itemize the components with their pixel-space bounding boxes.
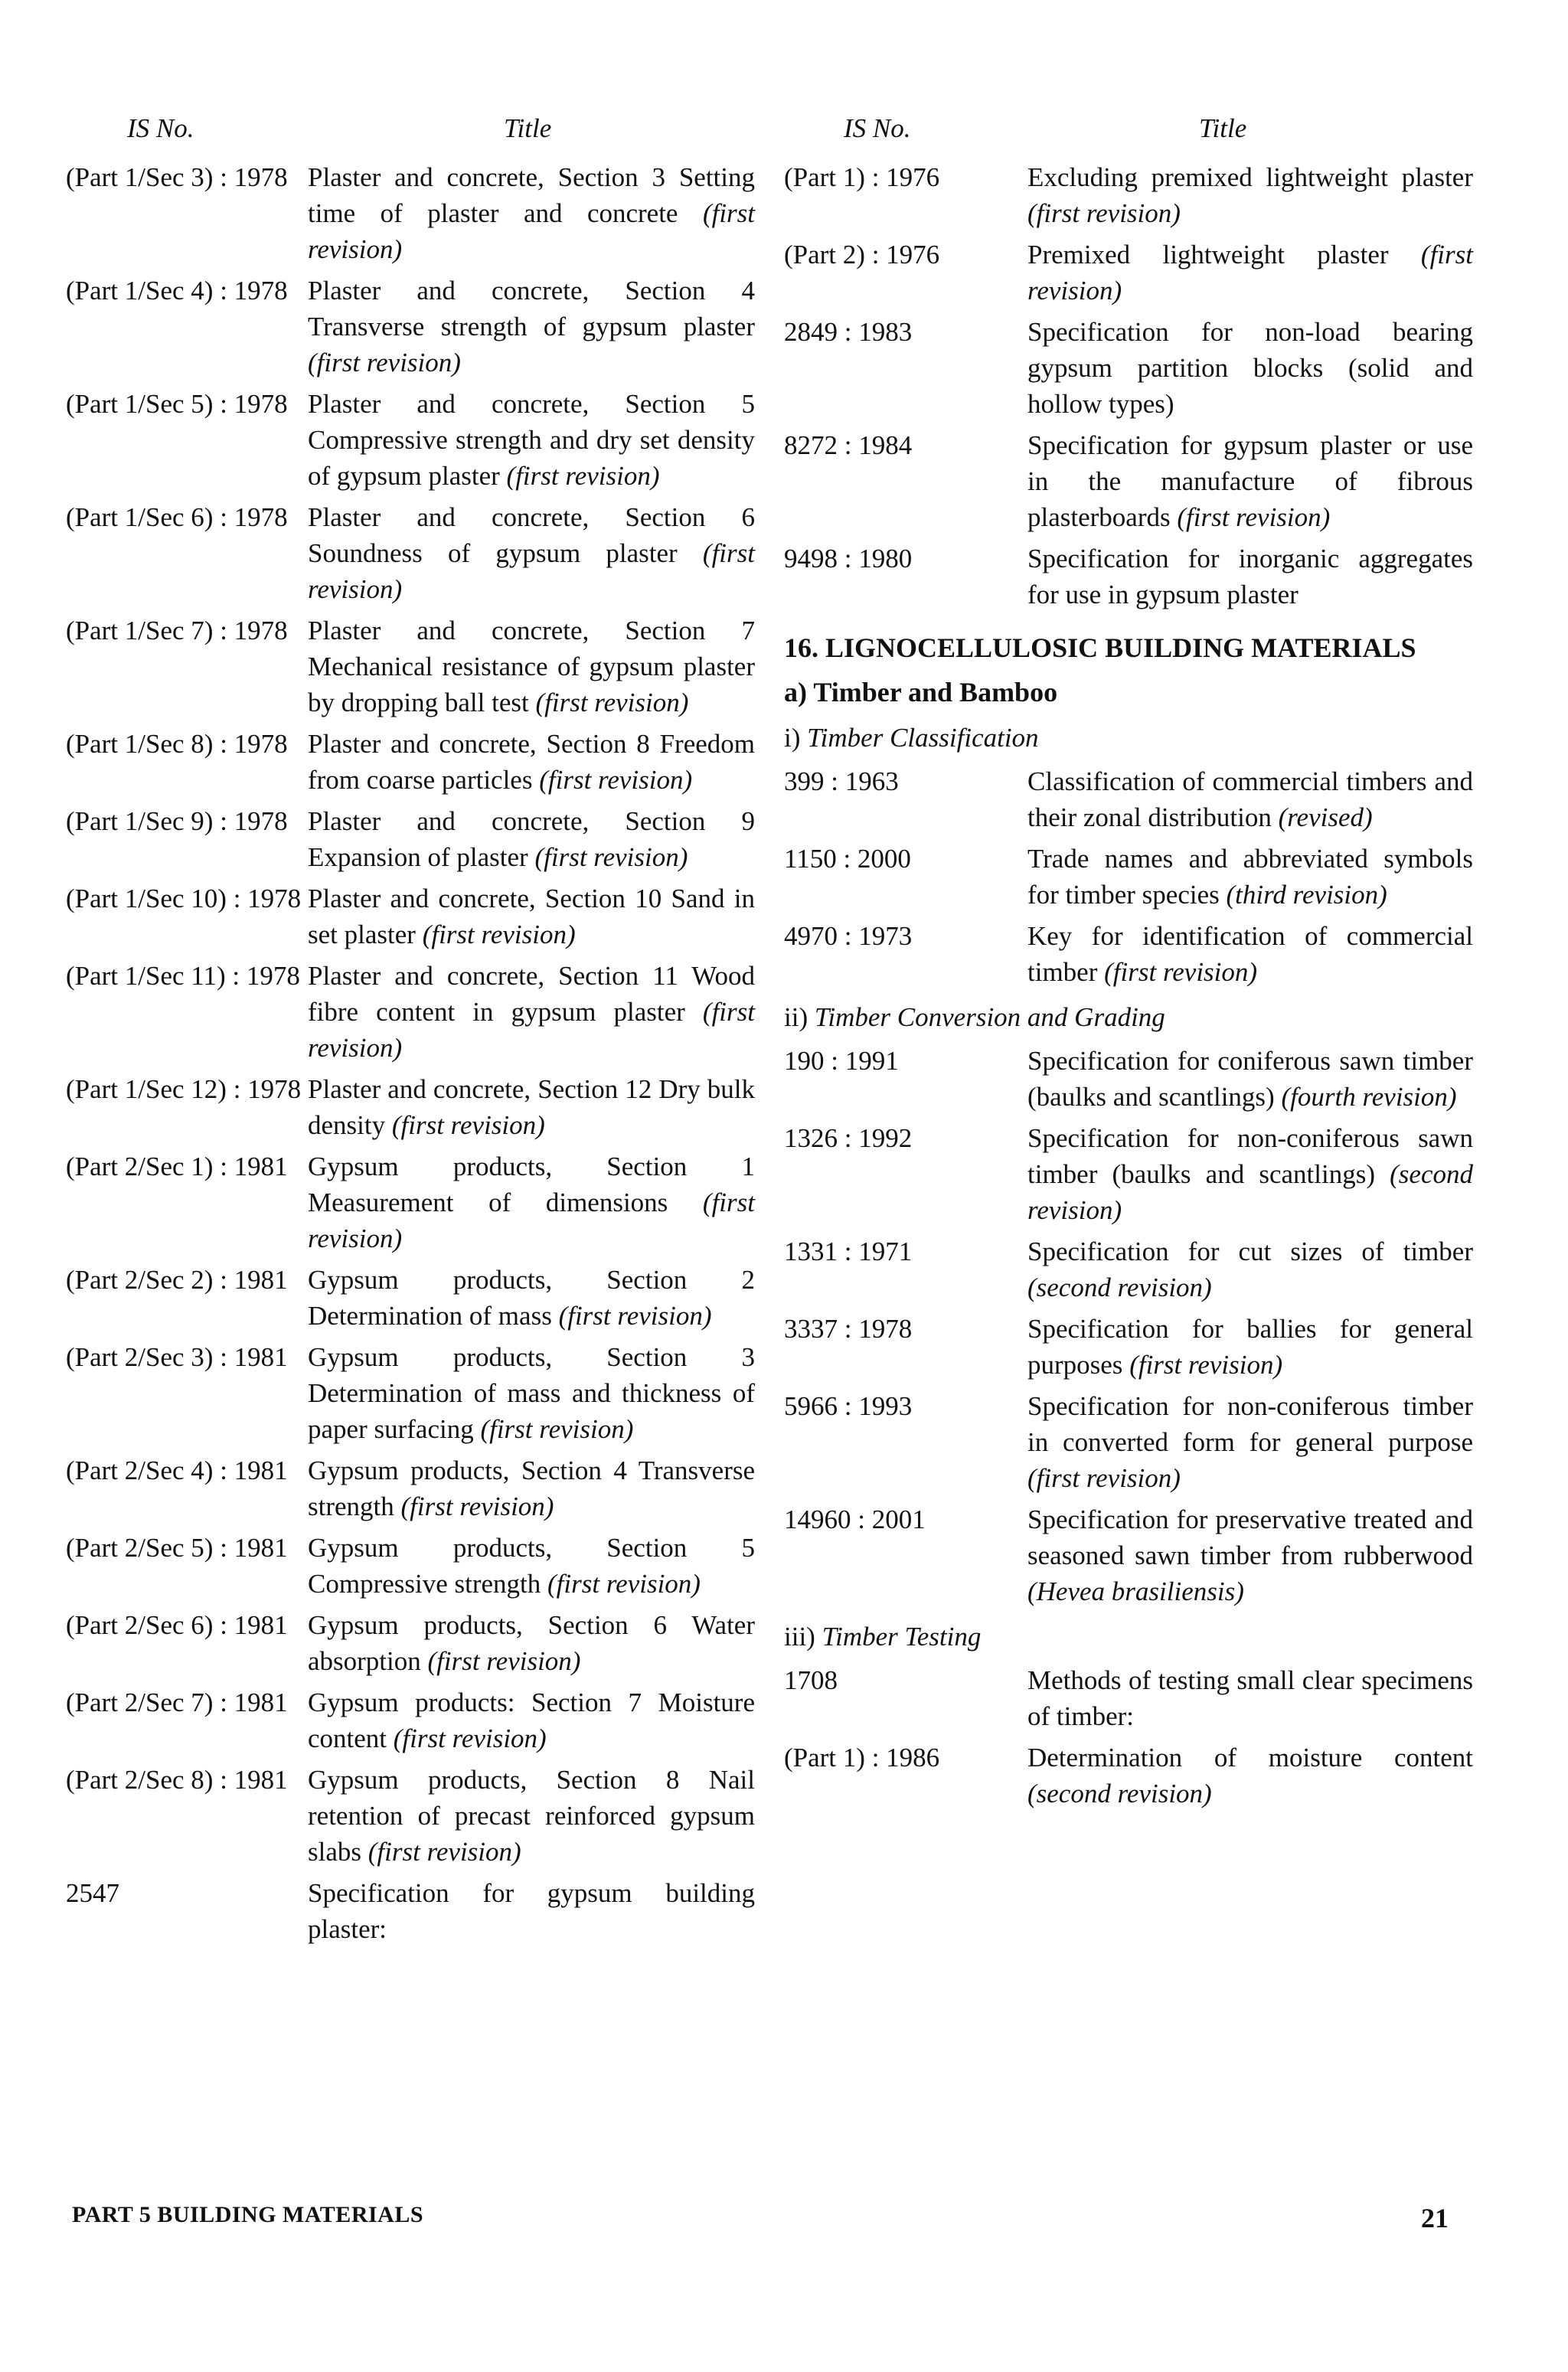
is-number: (Part 2/Sec 7) : 1981 xyxy=(66,1688,288,1717)
revision-note: (first revision) xyxy=(308,348,461,377)
sub-title: Timber Testing xyxy=(822,1622,982,1652)
standard-title xyxy=(1027,1311,1473,1383)
is-number: 9498 : 1980 xyxy=(784,544,913,573)
standard-title xyxy=(1027,159,1473,231)
is-number: 1331 : 1971 xyxy=(784,1237,913,1266)
sub-iii-heading xyxy=(784,1619,1473,1655)
standard-title xyxy=(1027,1043,1473,1115)
is-number: 1708 xyxy=(784,1665,838,1695)
is-number: 2547 xyxy=(66,1878,119,1908)
standard-entry xyxy=(784,841,1473,913)
revision-note: (first revision) xyxy=(308,538,755,604)
standard-title xyxy=(1027,237,1473,309)
standard-entry xyxy=(66,1607,755,1679)
footer-part-label: PART 5 BUILDING MATERIALS xyxy=(72,2202,424,2227)
revision-note: (first revision) xyxy=(308,997,755,1063)
is-number: (Part 1) : 1976 xyxy=(784,162,940,192)
title-text: Determination of moisture content xyxy=(1027,1743,1473,1772)
standard-entry xyxy=(66,1262,755,1334)
timber-classification-list xyxy=(784,763,1473,990)
title-text: Specification for gypsum plaster or use in the manufacture of fibrous plasterboards xyxy=(1027,430,1473,532)
revision-note: (first revision) xyxy=(506,461,660,491)
is-number: (Part 1) : 1986 xyxy=(784,1743,940,1772)
title-text: Specification for cut sizes of timber xyxy=(1027,1237,1473,1266)
revision-note: (Hevea brasiliensis) xyxy=(1027,1576,1244,1606)
is-number: 190 : 1991 xyxy=(784,1046,899,1076)
standard-entry xyxy=(784,1501,1473,1609)
title-text: Gypsum products, Section 8 Nail retention of precast reinforced gypsum slabs xyxy=(308,1765,755,1867)
standard-entry xyxy=(784,1043,1473,1115)
is-number: (Part 1/Sec 10) : 1978 xyxy=(66,884,302,913)
standard-entry xyxy=(66,881,755,952)
sub-i-heading xyxy=(784,720,1473,756)
is-number: (Part 2/Sec 6) : 1981 xyxy=(66,1610,288,1640)
standard-entry xyxy=(784,427,1473,535)
section-number: 16. xyxy=(784,632,818,663)
title-text: Plaster and concrete, Section 12 Dry bulk density xyxy=(308,1074,755,1140)
standard-title xyxy=(1027,314,1473,422)
revision-note: (first revision) xyxy=(1129,1350,1283,1380)
standard-entry xyxy=(66,613,755,720)
title-text: Gypsum products, Section 4 Transverse strength xyxy=(308,1456,755,1521)
standard-title xyxy=(308,1339,755,1447)
standard-title xyxy=(308,273,755,381)
right-entry-list xyxy=(784,159,1473,613)
title-text: Specification for non-coniferous timber in converted form for general purpose xyxy=(1027,1391,1473,1457)
standard-title xyxy=(308,1148,755,1256)
revision-note: (first revision) xyxy=(1177,502,1331,532)
page-number: 21 xyxy=(1421,2203,1449,2233)
revision-note: (second revision) xyxy=(1027,1273,1212,1302)
left-column xyxy=(66,113,755,1952)
is-number: 1326 : 1992 xyxy=(784,1123,913,1153)
revision-note: (first revision) xyxy=(535,688,689,717)
title-text: Gypsum products, Section 6 Water absorption xyxy=(308,1610,755,1676)
standard-title xyxy=(308,386,755,494)
standard-entry xyxy=(66,1339,755,1447)
title-heading: Title xyxy=(1199,113,1247,143)
standard-title xyxy=(308,499,755,607)
left-entry-list xyxy=(66,159,755,1947)
is-number: (Part 1/Sec 8) : 1978 xyxy=(66,729,288,759)
standard-title xyxy=(1027,1501,1473,1609)
title-text: Key for identification of commercial timber xyxy=(1027,921,1473,987)
standard-title xyxy=(308,1262,755,1334)
is-number: (Part 1/Sec 9) : 1978 xyxy=(66,806,288,836)
is-number: (Part 1/Sec 3) : 1978 xyxy=(66,162,288,192)
is-number: 3337 : 1978 xyxy=(784,1314,913,1344)
revision-note: (first revision) xyxy=(308,198,756,264)
title-text: Gypsum products, Section 5 Compressive strength xyxy=(308,1533,755,1599)
standard-entry xyxy=(784,159,1473,231)
standard-title xyxy=(308,726,755,798)
revision-note: (first revision) xyxy=(422,920,576,949)
sub-label: ii) xyxy=(784,1002,808,1032)
title-text: Plaster and concrete, Section 9 Expansion of plaster xyxy=(308,806,755,872)
standard-title xyxy=(308,159,755,267)
is-number: (Part 1/Sec 5) : 1978 xyxy=(66,389,288,419)
standard-entry xyxy=(66,386,755,494)
is-number: (Part 2/Sec 4) : 1981 xyxy=(66,1456,288,1485)
revision-note: (first revision) xyxy=(368,1837,521,1867)
title-text: Plaster and concrete, Section 10 Sand in set plaster xyxy=(308,884,755,949)
title-text: Gypsum products: Section 7 Moisture content xyxy=(308,1688,755,1753)
standard-entry xyxy=(66,499,755,607)
standard-title xyxy=(1027,918,1473,990)
standard-entry xyxy=(784,1662,1473,1734)
revision-note: (first revision) xyxy=(1027,240,1473,305)
sub-ii-heading xyxy=(784,999,1473,1035)
title-text: Specification for coniferous sawn timber (baulks and scantlings) xyxy=(1027,1046,1473,1112)
standard-title xyxy=(308,881,755,952)
standard-entry xyxy=(784,1233,1473,1305)
standard-entry xyxy=(66,273,755,381)
title-text: Plaster and concrete, Section 11 Wood fibre content in gypsum plaster xyxy=(308,961,755,1027)
sub-title: Timber Classification xyxy=(807,723,1039,753)
title-text: Gypsum products, Section 1 Measurement of dimensions xyxy=(308,1152,755,1217)
title-text: Classification of commercial timbers and their zonal distribution xyxy=(1027,766,1473,832)
is-number: 2849 : 1983 xyxy=(784,317,913,347)
is-no-heading: IS No. xyxy=(127,113,194,143)
standard-entry xyxy=(66,1762,755,1870)
is-number: (Part 2/Sec 1) : 1981 xyxy=(66,1152,288,1181)
title-text: Specification for ballies for general purposes xyxy=(1027,1314,1473,1380)
revision-note: (first revision) xyxy=(547,1569,701,1599)
standard-entry xyxy=(66,159,755,267)
is-number: (Part 2/Sec 5) : 1981 xyxy=(66,1533,288,1563)
standard-entry xyxy=(784,237,1473,309)
revision-note: (first revision) xyxy=(1027,1463,1181,1493)
title-text: Gypsum products, Section 2 Determination of mass xyxy=(308,1265,755,1331)
revision-note: (first revision) xyxy=(391,1110,545,1140)
standard-entry xyxy=(784,1388,1473,1496)
is-number: 4970 : 1973 xyxy=(784,921,913,951)
is-number: (Part 2) : 1976 xyxy=(784,240,940,270)
standard-title xyxy=(1027,1662,1473,1734)
standard-title xyxy=(1027,541,1473,613)
standard-title xyxy=(308,1762,755,1870)
sub-title: Timber Conversion and Grading xyxy=(814,1002,1165,1032)
standard-entry xyxy=(784,918,1473,990)
standard-entry xyxy=(784,1740,1473,1812)
standard-entry xyxy=(66,1148,755,1256)
revision-note: (third revision) xyxy=(1226,880,1387,910)
is-number: (Part 1/Sec 4) : 1978 xyxy=(66,276,288,305)
revision-note: (first revision) xyxy=(308,1188,755,1253)
revision-note: (first revision) xyxy=(558,1301,712,1331)
title-text: Trade names and abbreviated symbols for timber species xyxy=(1027,844,1473,910)
title-text: Specification for non-coniferous sawn timber (baulks and scantlings) xyxy=(1027,1123,1473,1189)
title-text: Specification for inorganic aggregates for use in gypsum plaster xyxy=(1027,544,1473,609)
title-text: Premixed lightweight plaster xyxy=(1027,240,1389,270)
is-number: (Part 1/Sec 7) : 1978 xyxy=(66,616,288,645)
revision-note: (second revision) xyxy=(1027,1779,1212,1808)
standard-title xyxy=(308,1452,755,1524)
standard-title xyxy=(308,1684,755,1756)
standard-entry xyxy=(784,1311,1473,1383)
title-text: Gypsum products, Section 3 Determination of mass and thickness of paper surfacing xyxy=(308,1342,755,1444)
standard-title xyxy=(308,803,755,875)
title-text: Specification for preservative treated and seasoned sawn timber from rubberwood xyxy=(1027,1505,1473,1570)
right-column-header xyxy=(784,113,1473,159)
revision-note: (first revision) xyxy=(480,1414,634,1444)
right-column xyxy=(784,113,1473,1817)
is-number: (Part 1/Sec 11) : 1978 xyxy=(66,961,300,991)
subsection-a-heading: a) Timber and Bamboo xyxy=(784,677,1058,707)
title-text: Plaster and concrete, Section 3 Setting time of plaster and concrete xyxy=(308,162,755,228)
revision-note: (revised) xyxy=(1278,802,1373,832)
revision-note: (fourth revision) xyxy=(1281,1082,1457,1112)
standard-entry xyxy=(66,1452,755,1524)
title-text: Plaster and concrete, Section 5 Compressive strength and dry set density of gypsum plaster xyxy=(308,389,755,491)
standard-entry xyxy=(66,1071,755,1143)
sub-label: iii) xyxy=(784,1622,815,1652)
standard-title xyxy=(1027,1120,1473,1228)
standard-entry xyxy=(784,314,1473,422)
standard-title xyxy=(308,1071,755,1143)
standard-entry xyxy=(66,803,755,875)
title-text: Plaster and concrete, Section 6 Soundness of gypsum plaster xyxy=(308,502,755,568)
timber-conversion-list xyxy=(784,1043,1473,1609)
standard-title xyxy=(308,1607,755,1679)
standard-entry xyxy=(784,763,1473,835)
sub-label: i) xyxy=(784,723,801,753)
is-number: 14960 : 2001 xyxy=(784,1505,926,1534)
revision-note: (first revision) xyxy=(1027,198,1181,228)
standard-title xyxy=(1027,1233,1473,1305)
is-number: 8272 : 1984 xyxy=(784,430,913,460)
standard-title xyxy=(308,1875,755,1947)
revision-note: (first revision) xyxy=(534,842,688,872)
standard-title xyxy=(1027,841,1473,913)
timber-testing-list xyxy=(784,1662,1473,1812)
is-number: (Part 1/Sec 6) : 1978 xyxy=(66,502,288,532)
revision-note: (first revision) xyxy=(400,1491,554,1521)
title-text: Plaster and concrete, Section 7 Mechanical resistance of gypsum plaster by dropping ball test xyxy=(308,616,755,717)
is-number: 399 : 1963 xyxy=(784,766,899,796)
title-text: Specification for gypsum building plaster: xyxy=(308,1878,755,1944)
standard-title xyxy=(1027,427,1473,535)
section-title: LIGNOCELLULOSIC BUILDING MATERIALS xyxy=(825,632,1416,663)
revision-note: (first revision) xyxy=(427,1646,581,1676)
standard-title xyxy=(308,1530,755,1602)
revision-note: (first revision) xyxy=(539,765,693,795)
title-text: Methods of testing small clear specimens of timber: xyxy=(1027,1665,1473,1731)
is-no-heading: IS No. xyxy=(844,113,911,143)
standard-entry xyxy=(66,958,755,1066)
standard-entry xyxy=(66,1530,755,1602)
revision-note: (second revision) xyxy=(1027,1159,1473,1225)
standard-entry xyxy=(66,726,755,798)
standard-title xyxy=(308,613,755,720)
revision-note: (first revision) xyxy=(1104,957,1258,987)
is-number: (Part 1/Sec 12) : 1978 xyxy=(66,1074,302,1104)
title-text: Plaster and concrete, Section 4 Transverse strength of gypsum plaster xyxy=(308,276,755,341)
standard-entry xyxy=(784,541,1473,613)
standard-entry xyxy=(66,1875,755,1947)
left-column-header xyxy=(66,113,755,159)
standard-title xyxy=(308,958,755,1066)
is-number: (Part 2/Sec 8) : 1981 xyxy=(66,1765,288,1795)
revision-note: (first revision) xyxy=(393,1723,547,1753)
is-number: 5966 : 1993 xyxy=(784,1391,913,1421)
section-16-heading xyxy=(784,629,1473,666)
title-text: Specification for non-load bearing gypsum partition blocks (solid and hollow types) xyxy=(1027,317,1473,419)
title-heading: Title xyxy=(504,113,552,143)
title-text: Excluding premixed lightweight plaster xyxy=(1027,162,1473,192)
standard-entry xyxy=(66,1684,755,1756)
is-number: (Part 2/Sec 2) : 1981 xyxy=(66,1265,288,1295)
standard-title xyxy=(1027,1740,1473,1812)
is-number: (Part 2/Sec 3) : 1981 xyxy=(66,1342,288,1372)
is-number: 1150 : 2000 xyxy=(784,844,911,874)
standard-entry xyxy=(784,1120,1473,1228)
standard-title xyxy=(1027,763,1473,835)
standard-title xyxy=(1027,1388,1473,1496)
title-text: Plaster and concrete, Section 8 Freedom from coarse particles xyxy=(308,729,755,795)
